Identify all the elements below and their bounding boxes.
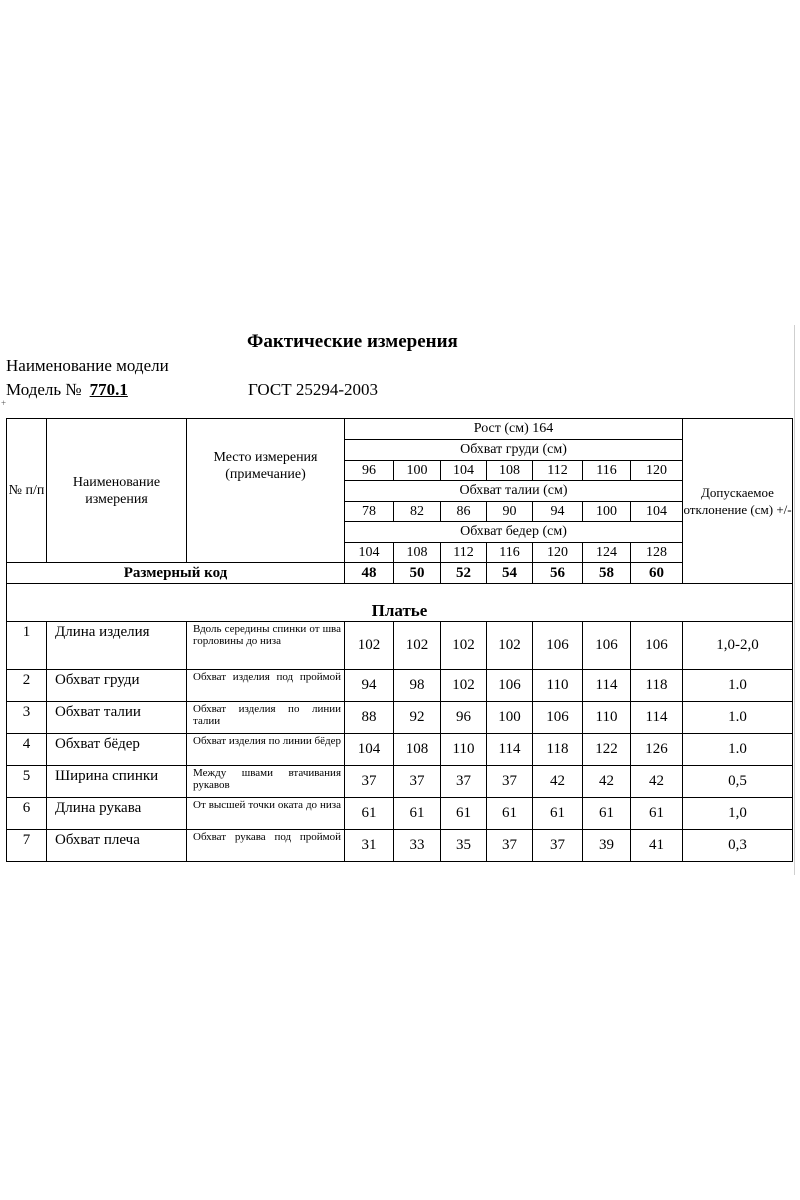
hips-value: 120 bbox=[533, 543, 583, 563]
measurement-note: Обхват изделия под проймой bbox=[187, 670, 345, 702]
model-number-line bbox=[6, 380, 128, 400]
measurement-value: 108 bbox=[394, 734, 441, 766]
measurement-value: 61 bbox=[394, 798, 441, 830]
measurement-name: Длина рукава bbox=[47, 798, 187, 830]
measurement-value: 126 bbox=[631, 734, 683, 766]
measurement-value: 37 bbox=[487, 830, 533, 862]
measurement-value: 106 bbox=[533, 702, 583, 734]
chest-value: 116 bbox=[583, 461, 631, 481]
measurement-value: 106 bbox=[631, 622, 683, 670]
measurement-value: 102 bbox=[441, 622, 487, 670]
measurement-value: 102 bbox=[487, 622, 533, 670]
size-code: 50 bbox=[394, 563, 441, 584]
table-row bbox=[7, 702, 793, 734]
col-num-header: № п/п bbox=[7, 419, 47, 563]
measurements-table bbox=[6, 418, 793, 862]
measurement-value: 61 bbox=[533, 798, 583, 830]
model-number: 770.1 bbox=[89, 380, 128, 399]
measurement-value: 88 bbox=[345, 702, 394, 734]
tolerance-value: 1.0 bbox=[683, 734, 793, 766]
measurement-value: 61 bbox=[441, 798, 487, 830]
measurement-value: 33 bbox=[394, 830, 441, 862]
tolerance-value: 1,0 bbox=[683, 798, 793, 830]
measurement-value: 110 bbox=[583, 702, 631, 734]
gost-standard: ГОСТ 25294-2003 bbox=[248, 380, 379, 399]
measurement-value: 118 bbox=[533, 734, 583, 766]
measurement-note: Обхват рукава под проймой bbox=[187, 830, 345, 862]
measurement-value: 35 bbox=[441, 830, 487, 862]
chest-value: 120 bbox=[631, 461, 683, 481]
size-code: 48 bbox=[345, 563, 394, 584]
measurement-value: 106 bbox=[583, 622, 631, 670]
row-number: 3 bbox=[7, 702, 47, 734]
hips-header: Обхват бедер (см) bbox=[345, 522, 683, 543]
table-row bbox=[7, 734, 793, 766]
chest-value: 108 bbox=[487, 461, 533, 481]
tolerance-value: 1.0 bbox=[683, 702, 793, 734]
measurement-value: 41 bbox=[631, 830, 683, 862]
measurement-value: 110 bbox=[441, 734, 487, 766]
waist-header: Обхват талии (см) bbox=[345, 481, 683, 502]
height-header: Рост (см) 164 bbox=[345, 419, 683, 440]
col-place-header: Место измерения (примечание) bbox=[187, 419, 345, 563]
measurement-name: Обхват груди bbox=[47, 670, 187, 702]
measurement-value: 42 bbox=[533, 766, 583, 798]
size-code: 58 bbox=[583, 563, 631, 584]
hips-value: 104 bbox=[345, 543, 394, 563]
measurement-value: 37 bbox=[487, 766, 533, 798]
chest-value: 96 bbox=[345, 461, 394, 481]
model-name-label: Наименование модели bbox=[6, 356, 169, 375]
measurement-value: 61 bbox=[487, 798, 533, 830]
measurement-value: 96 bbox=[441, 702, 487, 734]
measurement-value: 37 bbox=[345, 766, 394, 798]
tolerance-value: 1.0 bbox=[683, 670, 793, 702]
row-number: 4 bbox=[7, 734, 47, 766]
measurement-value: 104 bbox=[345, 734, 394, 766]
table-row bbox=[7, 798, 793, 830]
measurement-value: 102 bbox=[345, 622, 394, 670]
size-code: 56 bbox=[533, 563, 583, 584]
chest-value: 112 bbox=[533, 461, 583, 481]
measurement-note: От высшей точки оката до низа bbox=[187, 798, 345, 830]
table-row bbox=[7, 830, 793, 862]
measurement-name: Обхват плеча bbox=[47, 830, 187, 862]
measurement-value: 94 bbox=[345, 670, 394, 702]
tolerance-value: 0,5 bbox=[683, 766, 793, 798]
table-row bbox=[7, 622, 793, 670]
measurement-value: 37 bbox=[394, 766, 441, 798]
measurement-value: 61 bbox=[583, 798, 631, 830]
measurement-value: 39 bbox=[583, 830, 631, 862]
table-row bbox=[7, 766, 793, 798]
measurement-value: 102 bbox=[394, 622, 441, 670]
waist-value: 82 bbox=[394, 502, 441, 522]
measurement-value: 31 bbox=[345, 830, 394, 862]
measurement-value: 98 bbox=[394, 670, 441, 702]
hips-value: 124 bbox=[583, 543, 631, 563]
measurement-value: 114 bbox=[631, 702, 683, 734]
document-title: Фактические измерения bbox=[247, 331, 458, 352]
measurement-name: Обхват бёдер bbox=[47, 734, 187, 766]
measurement-value: 114 bbox=[487, 734, 533, 766]
row-number: 6 bbox=[7, 798, 47, 830]
tolerance-value: 1,0-2,0 bbox=[683, 622, 793, 670]
col-tolerance-header: Допускаемое отклонение (см) +/- bbox=[683, 419, 793, 584]
waist-value: 86 bbox=[441, 502, 487, 522]
table-anchor-icon: + bbox=[1, 398, 7, 408]
waist-value: 90 bbox=[487, 502, 533, 522]
measurement-value: 114 bbox=[583, 670, 631, 702]
row-number: 1 bbox=[7, 622, 47, 670]
waist-value: 104 bbox=[631, 502, 683, 522]
hips-value: 116 bbox=[487, 543, 533, 563]
table-row bbox=[7, 670, 793, 702]
measurement-value: 106 bbox=[487, 670, 533, 702]
col-name-header: Наименование измерения bbox=[47, 419, 187, 563]
size-code: 52 bbox=[441, 563, 487, 584]
chest-value: 100 bbox=[394, 461, 441, 481]
row-number: 7 bbox=[7, 830, 47, 862]
measurement-value: 118 bbox=[631, 670, 683, 702]
tolerance-value: 0,3 bbox=[683, 830, 793, 862]
measurement-value: 92 bbox=[394, 702, 441, 734]
measurement-note: Между швами втачивания рукавов bbox=[187, 766, 345, 798]
measurement-note: Обхват изделия по линии талии bbox=[187, 702, 345, 734]
measurement-name: Обхват талии bbox=[47, 702, 187, 734]
measurement-value: 61 bbox=[631, 798, 683, 830]
measurement-value: 122 bbox=[583, 734, 631, 766]
measurement-value: 106 bbox=[533, 622, 583, 670]
waist-value: 94 bbox=[533, 502, 583, 522]
measurement-name: Длина изделия bbox=[47, 622, 187, 670]
section-title: Платье bbox=[7, 584, 793, 622]
chest-header: Обхват груди (см) bbox=[345, 440, 683, 461]
hips-value: 112 bbox=[441, 543, 487, 563]
size-code: 60 bbox=[631, 563, 683, 584]
hips-value: 128 bbox=[631, 543, 683, 563]
model-label: Модель № bbox=[6, 380, 82, 399]
measurement-value: 110 bbox=[533, 670, 583, 702]
measurement-value: 100 bbox=[487, 702, 533, 734]
measurement-value: 37 bbox=[533, 830, 583, 862]
waist-value: 100 bbox=[583, 502, 631, 522]
measurement-value: 102 bbox=[441, 670, 487, 702]
measurement-value: 42 bbox=[583, 766, 631, 798]
size-code: 54 bbox=[487, 563, 533, 584]
measurement-name: Ширина спинки bbox=[47, 766, 187, 798]
measurement-value: 61 bbox=[345, 798, 394, 830]
measurement-note: Обхват изделия по линии бёдер bbox=[187, 734, 345, 766]
row-number: 2 bbox=[7, 670, 47, 702]
hips-value: 108 bbox=[394, 543, 441, 563]
measurement-value: 37 bbox=[441, 766, 487, 798]
row-number: 5 bbox=[7, 766, 47, 798]
waist-value: 78 bbox=[345, 502, 394, 522]
measurement-note: Вдоль середины спинки от шва горловины до низа bbox=[187, 622, 345, 670]
size-code-label: Размерный код bbox=[7, 563, 345, 584]
measurement-value: 42 bbox=[631, 766, 683, 798]
chest-value: 104 bbox=[441, 461, 487, 481]
page-edge bbox=[794, 325, 795, 875]
